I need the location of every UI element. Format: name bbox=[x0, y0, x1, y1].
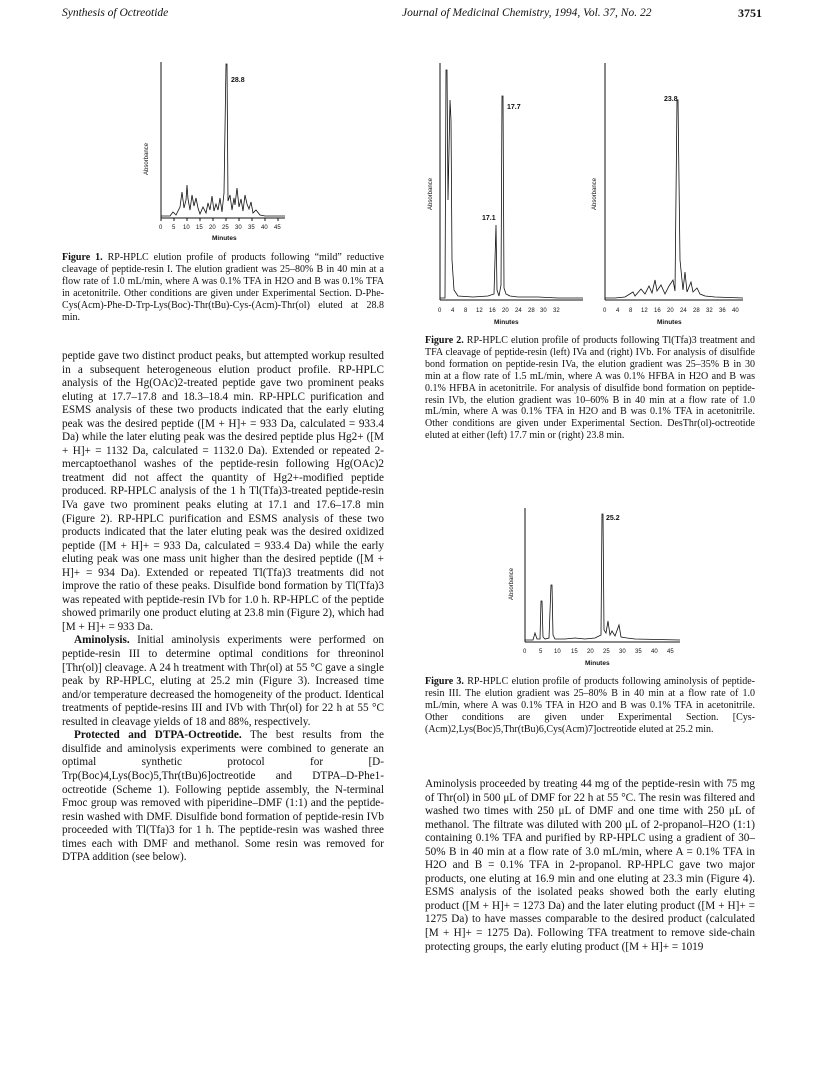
left-paragraph-2: Aminolysis. Initial aminolysis experiments were performed on peptide-resin III to determine optimal conditions for threoninol [Thr(ol)] cleavage. A 24 h treatment with Thr(ol) at 55 °C gave a single peak by RP-HPLC, eluting at 25.2 min (Figure 3). Increased time and/or temperature decreased the homogeneity of the product. Identical treatments of peptide-resins III and IVb with Thr(ol) for 22 h at 55 °C resulted in cleavage yields of 18 and 88%, respectively. bbox=[62, 634, 385, 728]
fig2-right-xtick-labels bbox=[603, 308, 739, 314]
fig2-left-peak-1: 17.7 bbox=[507, 104, 521, 111]
right-paragraph-1: Aminolysis proceeded by treating 44 mg of the peptide-resin with 75 mg of Thr(ol) in 500 μL of DMF for 22 h at 55 °C. The resin was filtered and washed two times with 250 μL of DMF and one time with 250 μL of methanol. The filtrate was diluted with 200 μL of 2-propanol–H2O (1:1) containing 0.1% TFA and purified by RP-HPLC using a gradient of 30–50% B in 40 min at a flow rate of 3.0 mL/min, where A = 0.1% TFA in H2O and B = 0.1% TFA in 2-propanol. RP-HPLC gave two major products, one eluting at 16.9 min and one eluting at 23.3 min (Figure 4). ESMS analysis of the isolated peaks showed both the early eluting product ([M + H]+ = 1273 Da) and the later eluting product ([M + H]+ = 1275 Da) to have masses comparable to the desired product (calculated [M + H]+ = 1275 Da). Following TFA treatment to remove side-chain protecting groups, the early eluting product ([M + H]+ = 1019 bbox=[425, 778, 755, 953]
running-header-right: Journal of Medicinal Chemistry, 1994, Vol. 37, No. 22 bbox=[402, 7, 652, 19]
figure-1-caption: Figure 1. RP-HPLC elution profile of products following “mild” reductive cleavage of peptide-resin I. The elution gradient was 25–80% B in 40 min at a flow rate of 1.0 mL/min, where A was 0.1% TFA in H2O and B was 0.1% TFA in acetonitrile. Other conditions are given under Experimental Section. D-Phe-Cys(Acm)-Phe-D-Trp-Lys(Boc)-Thr(tBu)-Cys-(Acm)-Thr(ol) eluted at 28.8 min. bbox=[62, 252, 384, 323]
svg-text:20: 20 bbox=[502, 308, 509, 314]
fig2-right-xlabel: Minutes bbox=[657, 319, 682, 326]
fig2-left-xtick-labels bbox=[438, 308, 560, 314]
svg-text:0: 0 bbox=[438, 308, 442, 314]
svg-text:16: 16 bbox=[489, 308, 496, 314]
svg-text:28: 28 bbox=[693, 308, 700, 314]
svg-text:20: 20 bbox=[587, 649, 594, 655]
fig2-right-peak: 23.8 bbox=[664, 96, 678, 103]
right-column-text bbox=[425, 778, 755, 954]
svg-text:16: 16 bbox=[654, 308, 661, 314]
left-paragraph-3: Protected and DTPA-Octreotide. The best results from the disulfide and aminolysis experiments were combined to generate an optimal synthetic protocol for [D-Trp(Boc)4,Lys(Boc)5,Thr(tBu)6]octreotide and DTPA–D-Phe1-octreotide (Scheme 1). Following peptide assembly, the N-terminal Fmoc group was removed with piperidine–DMF (1:1) and the peptide-resin washed with DMF. Disulfide bond formation of peptide-resin IVb proceeded with Tl(Tfa)3 for 1 h. The peptide-resin was washed three times each with DMF and methanol. Some resin was removed for DTPA addition (see below). bbox=[62, 729, 384, 864]
figure-3-chromatogram bbox=[505, 505, 690, 670]
fig3-ylabel: Absorbance bbox=[509, 567, 515, 600]
svg-text:20: 20 bbox=[209, 225, 216, 231]
figure-2-caption: Figure 2. RP-HPLC elution profile of products following Tl(Tfa)3 treatment and TFA cleavage of peptide-resin (left) IVa and (right) IVb. For analysis of disulfide bond formation on peptide-resin IVa, the elution gradient was 25–35% B in 30 min at a flow rate of 1.5 mL/min, where A was 0.1% HFBA in H2O and B was 0.1% HFBA in acetonitrile. For analysis of disulfide bond formation on peptide-resin IVb, the elution gradient was 10–60% B in 40 min at a flow rate of 1.0 mL/min, where A was 0.1% TFA in H2O and B was 0.1% TFA in acetonitrile. Other conditions are given under Experimental Section. DesThr(ol)-octreotide eluted at either (left) 17.7 min or (right) 23.8 min. bbox=[425, 335, 755, 442]
fig2-left-ylabel: Absorbance bbox=[428, 177, 434, 210]
svg-text:25: 25 bbox=[603, 649, 610, 655]
left-column-text bbox=[62, 350, 384, 865]
svg-text:8: 8 bbox=[464, 308, 468, 314]
svg-text:32: 32 bbox=[553, 308, 560, 314]
page-number: 3751 bbox=[738, 6, 762, 20]
svg-text:15: 15 bbox=[571, 649, 578, 655]
left-paragraph-1: peptide gave two distinct product peaks, but attempted workup resulted in a subsequent heterogeneous elution product profile. RP-HPLC analysis of the Hg(OAc)2-treated peptide gave two prominent peaks eluting at 17.7–17.8 and 18.3–18.4 min. RP-HPLC purification and ESMS analysis of these two products indicated that the early eluting peak was the desired peptide ([M + H]+ = 933 Da, calculated = 933.4 Da) while the later eluting peak was the desired peptide plus Hg2+ ([M + H]+ = 1132 Da, calculated = 1132.0 Da). Extended or repeated 2-mercaptoethanol washes of the peptide-resin following Hg(OAc)2 treatment did not affect the quantity of Hg2+-modified peptide produced. RP-HPLC analysis of the 1 h Tl(Tfa)3-treated peptide-resin IVa gave two prominent peaks eluting at 17.1 and 17.6–17.8 min (Figure 2). RP-HPLC purification and ESMS analysis of these two products indicated that the later eluting peak was the desired oxidized peptide ([M + H]+ = 933 Da, calculated = 933.4 Da) while the early eluting peak was one mass unit higher than the desired peptide ([M + H]+ = 934 Da). Extended or repeated Tl(Tfa)3 treatments did not improve the ratio of these peaks. Disulfide bond formation by Tl(Tfa)3 was repeated with peptide-resin IVb for 1.0 h. RP-HPLC of the peptide showed primarily one product eluting at 23.8 min (Figure 2), which had [M + H]+ = 933 Da. bbox=[62, 350, 384, 633]
fig2-right-ylabel: Absorbance bbox=[592, 177, 598, 210]
svg-text:40: 40 bbox=[732, 308, 739, 314]
svg-text:4: 4 bbox=[616, 308, 620, 314]
svg-text:36: 36 bbox=[719, 308, 726, 314]
fig3-xlabel: Minutes bbox=[585, 660, 610, 667]
heading-aminolysis: Aminolysis. bbox=[74, 634, 130, 647]
figure-2-right-chromatogram bbox=[585, 60, 755, 335]
fig3-trace bbox=[525, 514, 680, 640]
svg-text:35: 35 bbox=[635, 649, 642, 655]
svg-text:12: 12 bbox=[641, 308, 648, 314]
figure-3-caption: Figure 3. RP-HPLC elution profile of products following aminolysis of peptide-resin III. The elution gradient was 25–80% B in 40 min at a flow rate of 1.0 mL/min, where A was 0.1% TFA in H2O and B was 0.1% TFA in acetonitrile. Other conditions are given under Experimental Section. [Cys-(Acm)2,Lys(Boc)5,Thr(tBu)6,Cys(Acm)7]octreotide eluted at 25.2 min. bbox=[425, 676, 756, 735]
svg-text:30: 30 bbox=[235, 225, 242, 231]
svg-text:10: 10 bbox=[554, 649, 561, 655]
figure-1-chromatogram bbox=[140, 60, 290, 250]
svg-text:5: 5 bbox=[172, 225, 176, 231]
fig2-left-peak-2: 17.1 bbox=[482, 215, 496, 222]
fig3-peak-label: 25.2 bbox=[606, 515, 620, 522]
running-header-left: Synthesis of Octreotide bbox=[62, 7, 169, 19]
fig3-xtick-labels bbox=[523, 649, 674, 655]
fig1-trace bbox=[161, 64, 285, 216]
svg-text:24: 24 bbox=[680, 308, 687, 314]
heading-protected-dtpa: Protected and DTPA-Octreotide. bbox=[74, 729, 242, 742]
fig2-right-trace bbox=[605, 100, 743, 298]
svg-text:25: 25 bbox=[222, 225, 229, 231]
svg-text:35: 35 bbox=[248, 225, 255, 231]
svg-text:45: 45 bbox=[274, 225, 281, 231]
svg-text:45: 45 bbox=[667, 649, 674, 655]
svg-text:4: 4 bbox=[451, 308, 455, 314]
svg-text:12: 12 bbox=[476, 308, 483, 314]
svg-text:40: 40 bbox=[261, 225, 268, 231]
svg-text:15: 15 bbox=[196, 225, 203, 231]
fig1-ylabel: Absorbance bbox=[144, 142, 150, 175]
fig1-xtick-labels bbox=[159, 225, 281, 231]
svg-text:30: 30 bbox=[540, 308, 547, 314]
svg-text:28: 28 bbox=[528, 308, 535, 314]
svg-text:0: 0 bbox=[159, 225, 163, 231]
svg-text:0: 0 bbox=[523, 649, 527, 655]
svg-text:10: 10 bbox=[183, 225, 190, 231]
fig1-peak-label: 28.8 bbox=[231, 77, 245, 84]
svg-text:40: 40 bbox=[651, 649, 658, 655]
svg-text:20: 20 bbox=[667, 308, 674, 314]
svg-text:5: 5 bbox=[539, 649, 543, 655]
fig1-xlabel: Minutes bbox=[212, 235, 237, 242]
svg-text:0: 0 bbox=[603, 308, 607, 314]
svg-text:24: 24 bbox=[515, 308, 522, 314]
svg-text:8: 8 bbox=[629, 308, 633, 314]
svg-text:30: 30 bbox=[619, 649, 626, 655]
fig2-left-xlabel: Minutes bbox=[494, 319, 519, 326]
figure-2-left-chromatogram bbox=[418, 60, 588, 335]
svg-text:32: 32 bbox=[706, 308, 713, 314]
